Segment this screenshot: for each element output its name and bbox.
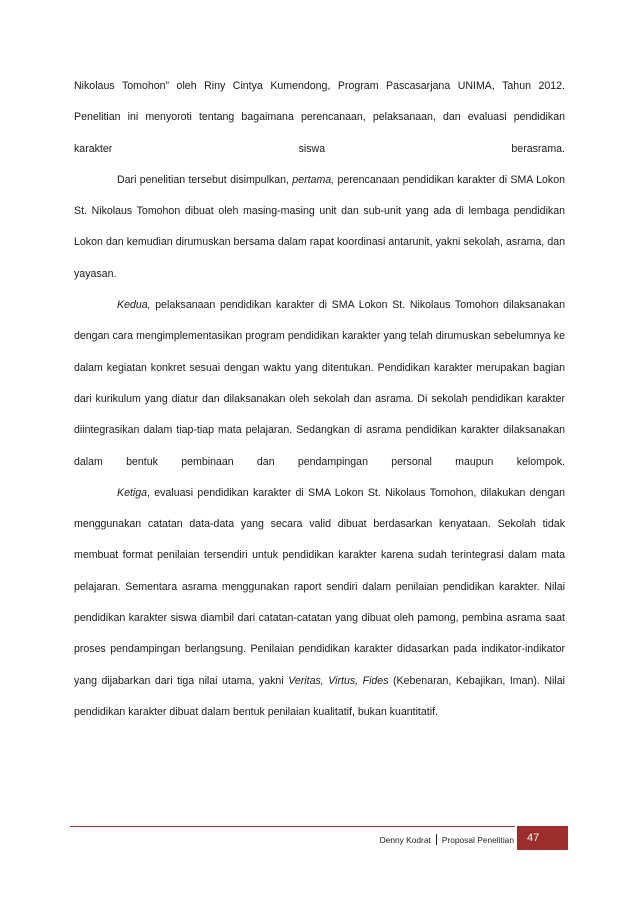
paragraph-text: perencanaan pendidikan karakter di SMA Lokon St. Nikolaus Tomohon dibuat oleh masing-masing unit dan sub-unit yang ada di lembaga pendidikan Lokon dan kemudian dirumuskan bersama dalam rapat koordinasi antarunit, yakni sekolah, asrama, dan yayasan.: [74, 173, 565, 280]
paragraph-continuation: [74, 71, 565, 165]
footer-doc-title: Proposal Penelitian: [441, 835, 514, 845]
italic-term: Kedua,: [117, 299, 151, 312]
footer-running-title: [380, 834, 514, 845]
paragraph-kedua: [74, 290, 565, 478]
italic-term: Ketiga: [117, 486, 148, 499]
page-number: 47: [517, 826, 568, 850]
italic-term: Veritas, Virtus, Fides: [288, 674, 389, 687]
footer-rule: [70, 826, 515, 827]
footer-separator: [436, 834, 437, 845]
paragraph-pertama: [74, 165, 565, 290]
paragraph-text: Nikolaus Tomohon” oleh Riny Cintya Kumendong, Program Pascasarjana UNIMA, Tahun 2012. Penelitian ini menyoroti tentang bagaimana perencanaan, pelaksanaan, dan evaluasi pendidikan karakter siswa berasrama.: [74, 80, 565, 155]
paragraph-text: pelaksanaan pendidikan karakter di SMA Lokon St. Nikolaus Tomohon dilaksanakan dengan cara mengimplementasikan program pendidikan karakter yang telah dirumuskan sebelumnya ke dalam kegiatan konkret sesuai dengan waktu yang ditentukan. Pendidikan karakter merupakan bagian dari kurikulum yang diatur dan dilaksanakan oleh sekolah dan asrama. Di sekolah pendidikan karakter diintegrasikan dalam tiap-tiap mata pelajaran. Sedangkan di asrama pendidikan karakter dilaksanakan dalam bentuk pembinaan dan pendampingan personal maupun kelompok.: [74, 299, 565, 468]
body-text: [74, 71, 565, 728]
paragraph-text: (Kebenaran, Kebajikan, Iman). Nilai pendidikan karakter dibuat dalam bentuk penilaian kualitatif, bukan kuantitatif.: [74, 674, 565, 718]
italic-term: pertama,: [292, 173, 335, 186]
paragraph-text: , evaluasi pendidikan karakter di SMA Lokon St. Nikolaus Tomohon, dilakukan dengan menggunakan catatan data-data yang secara valid dibuat berdasarkan kenyataan. Sekolah tidak membuat format penilaian tersendiri untuk pendidikan karakter karena sudah terintegrasi dalam mata pelajaran. Sementara asrama menggunakan raport sendiri dalam penilaian pendidikan karakter. Nilai pendidikan karakter siswa diambil dari catatan-catatan yang dibuat oleh pamong, pembina asrama saat proses pendampingan berlangsung. Penilaian pendidikan karakter didasarkan pada indikator-indikator yang dijabarkan dari tiga nilai utama, yakni: [74, 486, 565, 687]
paragraph-ketiga: [74, 478, 565, 728]
footer-author: Denny Kodrat: [379, 835, 431, 845]
paragraph-text: Dari penelitian tersebut disimpulkan,: [117, 173, 293, 186]
